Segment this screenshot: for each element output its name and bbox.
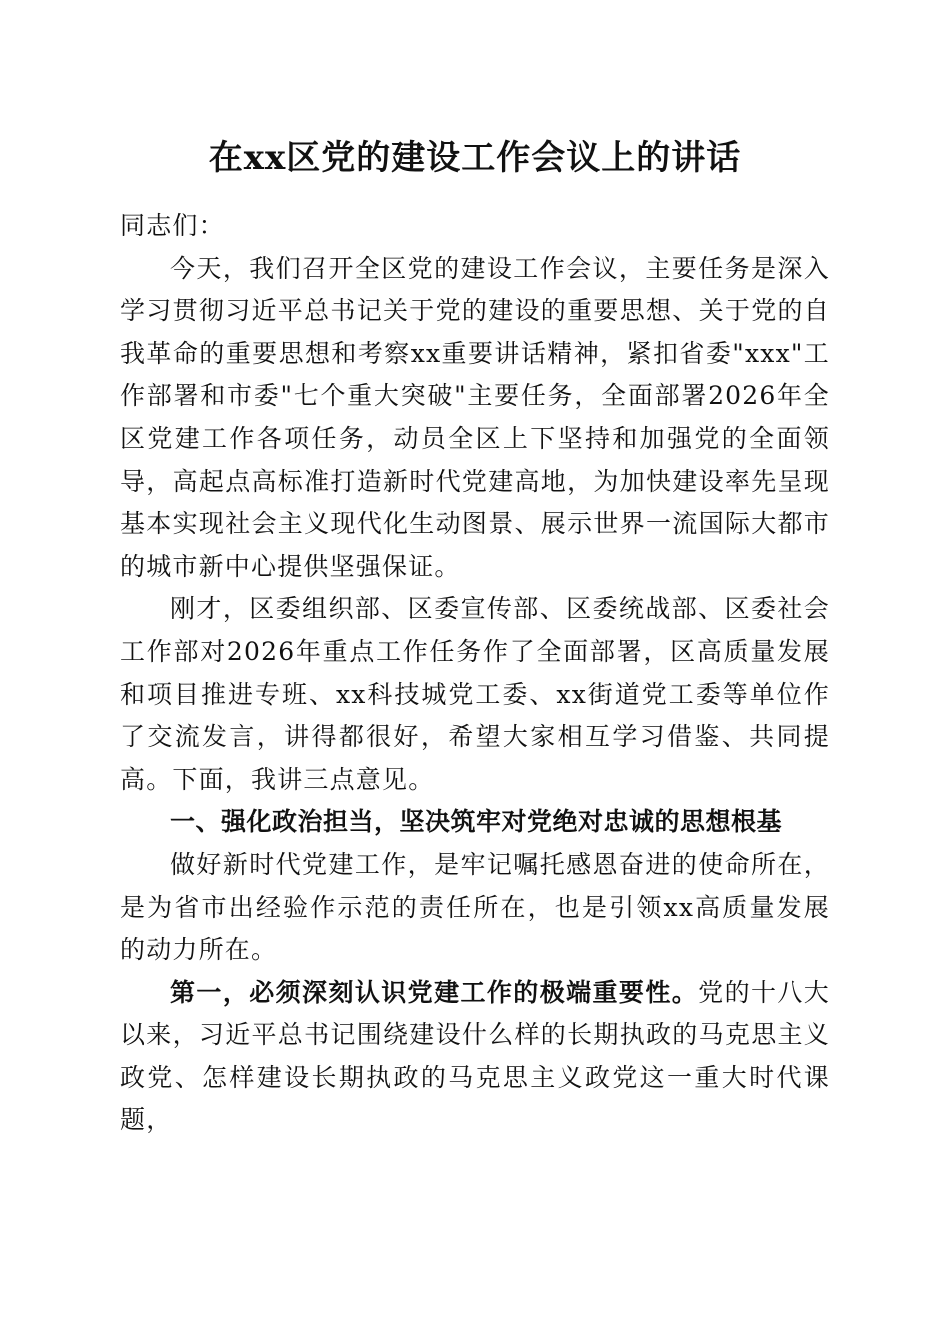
point-1-text: 党的十八大以来，习近平总书记围绕建设什么样的长期执政的马克思主义政党、怎样建设长期执政的马克思主义政党这一重大时代课题，: [120, 977, 830, 1135]
point-1-paragraph: [120, 972, 830, 1142]
section-heading-1: 一、强化政治担当，坚决筑牢对党绝对忠诚的思想根基: [170, 807, 783, 837]
paragraph-review: 刚才，区委组织部、区委宣传部、区委统战部、区委社会工作部对2026年重点工作任务作了全面部署，区高质量发展和项目推进专班、xx科技城党工委、xx街道党工委等单位作了交流发言，讲得都很好，希望大家相互学习借鉴、共同提高。下面，我讲三点意见。: [120, 594, 830, 794]
salutation: 同志们：: [120, 211, 225, 240]
section-1-paragraph: 做好新时代党建工作，是牢记嘱托感恩奋进的使命所在，是为省市出经验作示范的责任所在，也是引领xx高质量发展的动力所在。: [120, 849, 830, 965]
document-body: [120, 205, 830, 1142]
point-1-lead: 第一，必须深刻认识党建工作的极端重要性。: [170, 977, 699, 1007]
document-title: 在xx区党的建设工作会议上的讲话: [208, 138, 742, 178]
paragraph-opening: 今天，我们召开全区党的建设工作会议，主要任务是深入学习贯彻习近平总书记关于党的建设的重要思想、关于党的自我革命的重要思想和考察xx重要讲话精神，紧扣省委"xxx"工作部署和市委"七个重大突破"主要任务，全面部署2026年全区党建工作各项任务，动员全区上下坚持和加强党的全面领导，高起点高标准打造新时代党建高地，为加快建设率先呈现基本实现社会主义现代化生动图景、展示世界一流国际大都市的城市新中心提供坚强保证。: [120, 253, 830, 581]
